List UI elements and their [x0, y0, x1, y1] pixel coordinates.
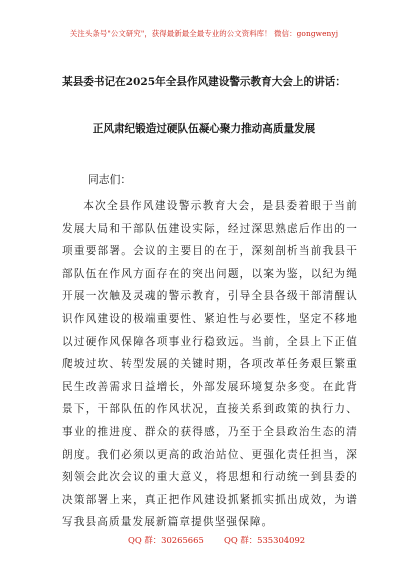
document-subtitle: 正风肃纪锻造过硬队伍凝心聚力推动高质量发展	[92, 123, 316, 135]
salutation: 同志们：	[88, 173, 132, 186]
footer-qq-group-1: QQ 群：30265665	[128, 535, 204, 545]
footer-qq-group-2: QQ 群：535304092	[224, 535, 306, 545]
header-banner: 关注头条号"公文研究"，获得最新最全最专业的公文资料库！ 微信：gongwenyj	[69, 29, 339, 38]
document-title: 某县委书记在2025年全县作风建设警示教育大会上的讲话：	[62, 76, 346, 88]
body-paragraph: 本次全县作风建设警示教育大会，是县委着眼于当前发展大局和干部队伍建设实际，经过深思熟虑后作出的一项重要部署。会议的主要目的在于，深刻剖析当前我县干部队伍在作风方面存在的突出问题，以案为鉴，以纪为绳开展一次触及灵魂的警示教育，引导全县各级干部清醒认识作风建设的极端重要性、紧迫性与必要性，坚定不移地以过硬作风保障各项事业行稳致远。当前，全县上下正值爬坡过坎、转型发展的关键时期，各项改革任务艰巨繁重民生改善需求日益增长，外部发展环境复杂多变。在此背景下，干部队伍的作风状况，直接关系到政策的执行力、事业的推进度、群众的获得感，乃至于全县政治生态的清朗度。我们必须以更高的政治站位、更强化责任担当，深刻领会此次会议的重大意义，将思想和行动统一到县委的决策部署上来，真正把作风建设抓紧抓实抓出成效，为谱写我县高质量发展新篇章提供坚强保障。	[62, 200, 358, 529]
